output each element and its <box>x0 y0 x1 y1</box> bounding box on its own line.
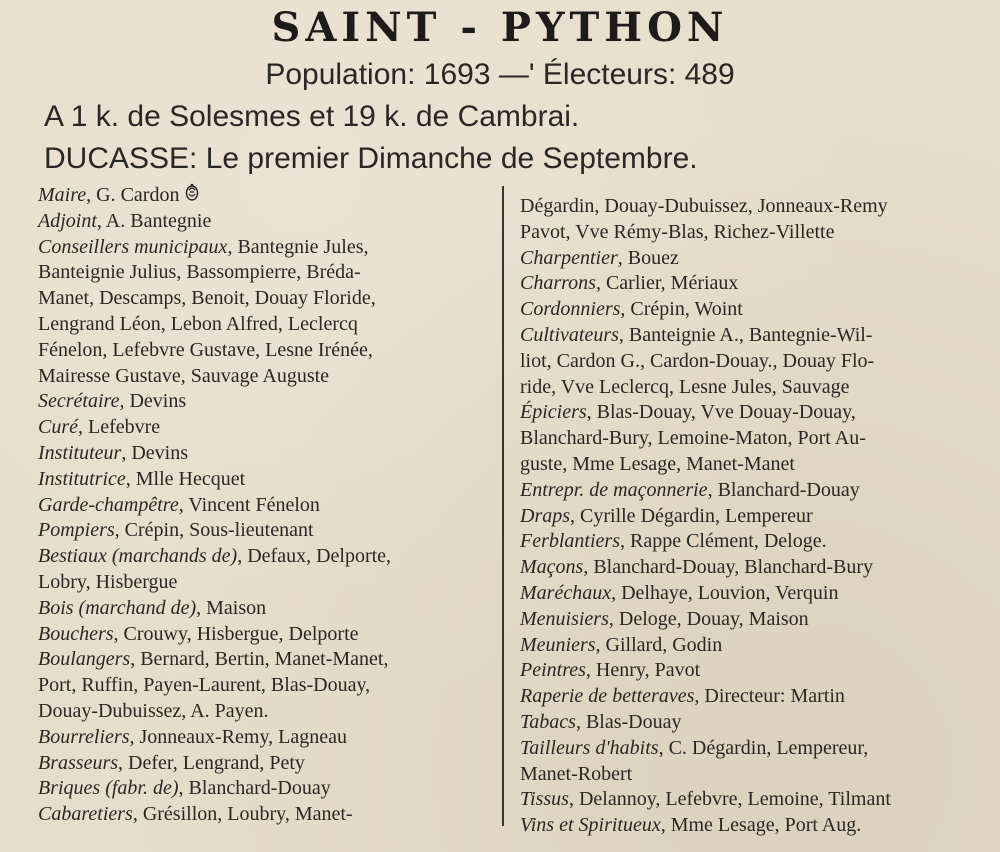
entry-names: , Blanchard-Douay <box>178 777 331 800</box>
profession-label: Charrons <box>520 272 596 295</box>
directory-line <box>38 312 493 338</box>
entry-names: Blanchard-Bury, Lemoine-Maton, Port Au- <box>520 427 866 450</box>
entry-names: Banteignie Julius, Bassompierre, Bréda- <box>38 261 361 284</box>
column-divider <box>502 186 504 826</box>
directory-line <box>520 787 980 813</box>
directory-line <box>38 802 493 828</box>
directory-line <box>38 570 493 596</box>
profession-label: Bestiaux (marchands de) <box>38 545 238 568</box>
page-title: SAINT - PYTHON <box>271 4 729 51</box>
entry-names: , Directeur: Martin <box>694 685 845 708</box>
directory-line <box>38 441 493 467</box>
directory-line <box>520 220 980 246</box>
directory-line <box>520 400 980 426</box>
entry-names: , Devins <box>121 441 189 464</box>
directory-line <box>38 260 493 286</box>
directory-line <box>38 286 493 312</box>
entry-names: , Rappe Clément, Deloge. <box>620 530 827 553</box>
directory-line <box>38 751 493 777</box>
directory-line <box>38 338 493 364</box>
entry-names: , Crouwy, Hisbergue, Delporte <box>113 622 359 645</box>
directory-line <box>520 736 980 762</box>
ducasse-line: DUCASSE: Le premier Dimanche de Septembre. <box>44 142 698 175</box>
directory-line <box>520 323 980 349</box>
entry-names: , Jonneaux-Remy, Lagneau <box>129 725 348 748</box>
entry-names: guste, Mme Lesage, Manet-Manet <box>520 452 795 475</box>
entry-names: Pavot, Vve Rémy-Blas, Richez-Villette <box>520 220 835 243</box>
entry-names: Mairesse Gustave, Sauvage Auguste <box>38 364 330 387</box>
entry-names: , G. Cardon <box>86 184 180 206</box>
entry-names: , Bouez <box>617 246 679 269</box>
profession-label: Charpentier <box>520 246 618 269</box>
directory-line <box>38 235 493 261</box>
directory-line <box>38 647 493 673</box>
entry-names: Manet-Robert <box>520 762 633 785</box>
entry-names: Douay-Dubuissez, A. Payen. <box>38 699 269 722</box>
profession-label: Épiciers <box>520 401 587 424</box>
entry-names: , Crépin, Woint <box>620 298 743 321</box>
profession-label: Meuniers <box>520 633 596 656</box>
profession-label: Tailleurs d'habits <box>520 736 659 759</box>
entry-names: , Defer, Lengrand, Pety <box>118 751 305 774</box>
entry-names: Port, Ruffin, Payen-Laurent, Blas-Douay, <box>38 674 371 697</box>
entry-names: , Gillard, Godin <box>595 633 723 656</box>
profession-label: Garde-champêtre <box>38 493 179 516</box>
entry-names: , C. Dégardin, Lempereur, <box>658 736 869 759</box>
entry-names: , Blanchard-Douay <box>707 478 860 501</box>
profession-label: Menuisiers <box>520 607 609 630</box>
entry-names: , Cyrille Dégardin, Lempereur <box>570 504 813 527</box>
directory-line <box>520 555 980 581</box>
profession-label: Tissus <box>520 788 569 811</box>
profession-label: Tabacs <box>520 710 576 733</box>
entry-names: , Bernard, Bertin, Manet-Manet, <box>130 648 389 671</box>
profession-label: Maréchaux <box>520 581 612 604</box>
profession-label: Raperie de betteraves <box>520 685 695 708</box>
profession-label: Bouchers <box>38 622 114 645</box>
entry-names: , Delannoy, Lefebvre, Lemoine, Tilmant <box>568 788 891 811</box>
entry-names: , Lefebvre <box>78 416 161 439</box>
profession-label: Briques (fabr. de) <box>38 777 179 800</box>
directory-line <box>38 415 493 441</box>
directory-line <box>520 607 980 633</box>
directory-line <box>520 529 980 555</box>
directory-line <box>520 684 980 710</box>
entry-names: , Vincent Fénelon <box>178 493 320 516</box>
profession-label: Curé <box>38 416 78 439</box>
profession-label: Peintres <box>520 659 586 682</box>
entry-names: , A. Bantegnie <box>96 209 212 232</box>
entry-names: , Blanchard-Douay, Blanchard-Bury <box>583 556 874 579</box>
entry-names: , Bantegnie Jules, <box>227 235 369 258</box>
profession-label: Adjoint <box>38 209 97 232</box>
entry-names: ride, Vve Leclercq, Lesne Jules, Sauvage <box>520 375 850 398</box>
directory-line <box>38 183 493 209</box>
right-column <box>520 194 980 839</box>
profession-label: Cultivateurs <box>520 323 619 346</box>
profession-label: Entrepr. de maçonnerie <box>520 478 708 501</box>
entry-names: , Banteignie A., Bantegnie-Wil- <box>618 323 873 346</box>
directory-line <box>38 622 493 648</box>
directory-line <box>520 246 980 272</box>
profession-label: Institutrice <box>38 467 126 490</box>
directory-line <box>520 504 980 530</box>
entry-names: , Maison <box>196 596 267 619</box>
profession-label: Secrétaire <box>38 390 120 413</box>
directory-line <box>38 209 493 235</box>
left-column <box>38 183 493 828</box>
entry-names: , Devins <box>119 390 187 413</box>
directory-line <box>520 478 980 504</box>
directory-line <box>38 596 493 622</box>
profession-label: Vins et Spiritueux <box>520 814 661 837</box>
entry-names: Lobry, Hisbergue <box>38 570 178 593</box>
population-line: Population: 1693 —' Électeurs: 489 <box>265 58 735 91</box>
profession-label: Draps <box>520 504 571 527</box>
profession-label: Instituteur <box>38 441 122 464</box>
directory-line <box>38 544 493 570</box>
profession-label: Cordonniers <box>520 298 621 321</box>
entry-names: , Delhaye, Louvion, Verquin <box>611 581 839 604</box>
entry-names: liot, Cardon G., Cardon-Douay., Douay Flo- <box>520 349 875 372</box>
directory-line <box>520 633 980 659</box>
profession-label: Cabaretiers <box>38 803 133 826</box>
profession-label: Maçons <box>520 556 584 579</box>
entry-names: , Mme Lesage, Port Aug. <box>660 814 862 837</box>
entry-names: , Henry, Pavot <box>585 659 701 682</box>
directory-line <box>520 194 980 220</box>
directory-line <box>520 813 980 839</box>
profession-label: Conseillers municipaux <box>38 235 228 258</box>
profession-label: Pompiers <box>38 519 115 542</box>
directory-line <box>520 271 980 297</box>
directory-line <box>38 725 493 751</box>
profession-label: Ferblantiers <box>520 530 620 553</box>
entry-names: , Blas-Douay <box>575 710 682 733</box>
directory-line <box>38 699 493 725</box>
directory-line <box>38 518 493 544</box>
directory-line <box>520 426 980 452</box>
directory-line <box>38 364 493 390</box>
entry-names: Dégardin, Douay-Dubuissez, Jonneaux-Remy <box>520 195 888 217</box>
entry-names: Lengrand Léon, Lebon Alfred, Leclercq <box>38 312 358 335</box>
entry-names: , Deloge, Douay, Maison <box>608 607 809 630</box>
directory-line <box>520 349 980 375</box>
directory-line <box>520 581 980 607</box>
directory-line <box>520 658 980 684</box>
directory-line <box>520 762 980 788</box>
entry-names: , Carlier, Mériaux <box>595 272 739 295</box>
profession-label: Boulangers <box>38 648 131 671</box>
entry-names: , Blas-Douay, Vve Douay-Douay, <box>586 401 856 424</box>
directory-line <box>38 493 493 519</box>
profession-label: Bois (marchand de) <box>38 596 197 619</box>
directory-line <box>38 467 493 493</box>
entry-names: , Grésillon, Loubry, Manet- <box>132 803 353 826</box>
directory-line <box>520 452 980 478</box>
entry-names: , Defaux, Delporte, <box>237 545 392 568</box>
distance-line: A 1 k. de Solesmes et 19 k. de Cambrai. <box>44 100 580 133</box>
profession-label: Maire <box>38 184 87 206</box>
directory-line <box>520 297 980 323</box>
profession-label: Bourreliers <box>38 725 130 748</box>
profession-label: Brasseurs <box>38 751 119 774</box>
seal-icon <box>185 183 199 201</box>
entry-names: , Mlle Hecquet <box>125 467 246 490</box>
directory-line <box>520 375 980 401</box>
directory-line <box>38 776 493 802</box>
directory-line <box>38 673 493 699</box>
entry-names: , Crépin, Sous-lieutenant <box>114 519 314 542</box>
directory-line <box>38 389 493 415</box>
entry-names: Manet, Descamps, Benoit, Douay Floride, <box>38 287 376 310</box>
entry-names: Fénelon, Lefebvre Gustave, Lesne Irénée, <box>38 338 373 361</box>
directory-line <box>520 710 980 736</box>
